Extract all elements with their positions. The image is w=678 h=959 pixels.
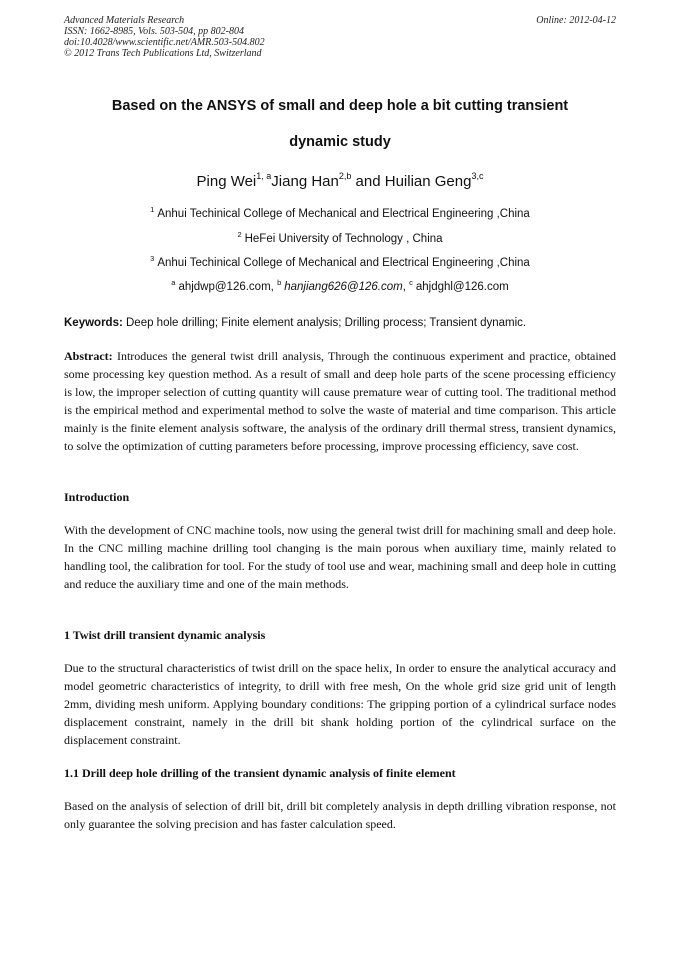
email-b[interactable]: hanjiang626@126.com: [284, 281, 403, 293]
section-text-fem: Based on the analysis of selection of drill bit, drill bit completely analysis in depth drilling vibration response, not only guarantee the solving precision and has faster calculation speed.: [64, 799, 616, 831]
affiliation-1: [64, 203, 616, 221]
affiliation-text: HeFei University of Technology , China: [244, 233, 443, 245]
email-sup: b: [277, 278, 282, 287]
section-text-introduction: With the development of CNC machine tools, now using the general twist drill for machining small and deep hole. In the CNC milling machine drilling tool changing is the main porous when auxiliary time, mainly related to handling tool, the calibration for tool. For the study of tool use and wear, machining small and deep hole in cutting and reduce the auxiliary time and one of the main methods.: [64, 523, 616, 591]
author-name: Jiang Han: [271, 173, 339, 190]
abstract: [64, 347, 616, 455]
copyright-line: © 2012 Trans Tech Publications Ltd, Switzerland: [64, 48, 262, 59]
keywords: [64, 316, 616, 330]
affiliation-2: [64, 228, 616, 246]
affiliation-text: Anhui Techinical College of Mechanical and Electrical Engineering ,China: [157, 208, 530, 220]
affiliation-text: Anhui Techinical College of Mechanical and Electrical Engineering ,China: [157, 257, 530, 269]
email-line: $^a$ ahjdwp@126.com, $^b$ hanjiang626@126.com, $^c$ ahjdghl@126.com: [171, 278, 509, 293]
affiliation-sup: 1: [150, 205, 155, 214]
author-list: [64, 166, 616, 192]
paper-title: [64, 88, 616, 160]
author-name: Ping Wei: [196, 173, 257, 190]
affiliation-sup: 2: [237, 230, 242, 239]
email-sup: a: [171, 278, 176, 287]
issn-line: ISSN: 1662-8985, Vols. 503-504, pp 802-804: [64, 26, 244, 37]
doi-line: doi:10.4028/www.scientific.net/AMR.503-504.802: [64, 37, 265, 48]
journal-name: Advanced Materials Research: [64, 15, 185, 26]
keywords-text: Deep hole drilling; Finite element analysis; Drilling process; Transient dynamic.: [126, 317, 527, 329]
journal-header: [64, 15, 616, 59]
affiliation-3: [64, 252, 616, 270]
title-line-2: dynamic study: [289, 134, 391, 150]
online-date: Online: 2012-04-12: [536, 15, 616, 26]
section-heading-twist-drill: 1 Twist drill transient dynamic analysis: [64, 628, 266, 642]
abstract-label: Abstract:: [64, 349, 113, 363]
keywords-label: Keywords:: [64, 317, 123, 329]
affiliation-sup: 3: [150, 254, 155, 263]
author-joiner: and: [355, 173, 381, 190]
author-sup: 3,c: [471, 171, 484, 181]
author-name: Huilian Geng: [384, 173, 472, 190]
section-heading-fem: 1.1 Drill deep hole drilling of the transient dynamic analysis of finite element: [64, 766, 456, 780]
abstract-text: Introduces the general twist drill analysis, Through the continuous experiment and practice, obtained some processing key question method. As a result of small and deep hole parts of the scene processing efficiency is low, the improper selection of cutting quantity will cause premature wear of cutting tool. The traditional method is the empirical method and experimental method to solve the waste of material and time comparison. This article mainly is the finite element analysis software, the analysis of the ordinary drill thermal stress, transient dynamics, to solve the optimization of cutting parameters before processing, improve processing efficiency, save cost.: [64, 349, 617, 453]
email-c[interactable]: ahjdghl@126.com: [415, 281, 509, 293]
author-sup: 2,b: [338, 171, 352, 181]
email-a[interactable]: ahjdwp@126.com,: [178, 281, 274, 293]
section-text-twist-drill: Due to the structural characteristics of twist drill on the space helix, In order to ensure the analytical accuracy and model geometric characteristics of integrity, to drill with free mesh, On the whole grid size grid unit of length 2mm, dividing mesh uniform. Applying boundary conditions: The gripping portion of a cylindrical surface nodes displacement constraint, namely in the drill bit shank holding portion of the cylindrical surface on the displacement constraint.: [64, 661, 616, 747]
title-line-1: Based on the ANSYS of small and deep hole a bit cutting transient: [111, 98, 569, 114]
email-sup: c: [409, 278, 413, 287]
author-sup: 1, a: [256, 171, 272, 181]
section-heading-introduction: Introduction: [64, 490, 130, 504]
